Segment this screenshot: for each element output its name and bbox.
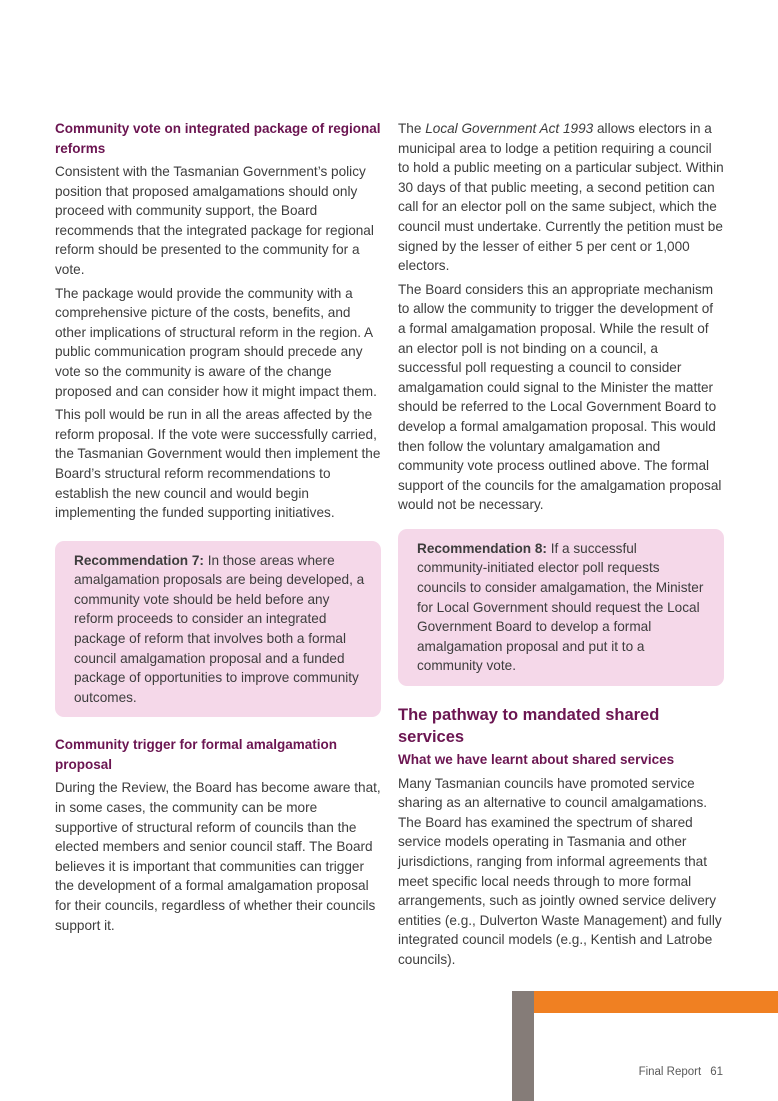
recommendation-8-callout <box>398 529 724 686</box>
text-span: The <box>398 121 426 136</box>
page-footer <box>639 1066 723 1078</box>
recommendation-8-text: If a successful community-initiated elector poll requests councils to consider amalgamation, the Minister for Local Government should request the Local Government Board to develop a formal amalgamation proposal and put it to a community vote. <box>417 540 704 674</box>
footer-grey-bar <box>512 991 534 1101</box>
subheading-shared-services: What we have learnt about shared services <box>398 752 675 768</box>
paragraph: During the Review, the Board has become aware that, in some cases, the community can be more supportive of structural reform of councils than the elected members and senior council staff. The Board believes it is important that communities can trigger the development of a formal amalgamation proposal for their councils, regardless of whether their councils support it. <box>55 780 381 933</box>
page-number: 61 <box>710 1066 723 1078</box>
paragraph-local-government-act <box>398 119 724 276</box>
recommendation-8-label: Recommendation 8: <box>417 540 547 556</box>
footer-label: Final Report <box>638 1066 702 1078</box>
paragraph: This poll would be run in all the areas affected by the reform proposal. If the vote were successfully carried, the Tasmanian Government would then implement the Board’s structural reform recommendations to establish the new council and would begin implementing the funded supporting initiatives. <box>55 407 381 521</box>
paragraph: Consistent with the Tasmanian Government’s policy position that proposed amalgamations should only proceed with community support, the Board recommends that the integrated package for regional reform should be presented to the community for a vote. <box>55 164 374 277</box>
left-column <box>55 119 381 939</box>
recommendation-7-callout <box>55 541 381 718</box>
footer-orange-bar <box>534 991 778 1013</box>
paragraph: Many Tasmanian councils have promoted service sharing as an alternative to council amalgamations. The Board has examined the spectrum of shared service models operating in Tasmania and other jurisdictions, ranging from informal agreements that meet specific local needs through to more formal arrangements, such as jointly owned service delivery entities (e.g., Dulverton Waste Management) and fully integrated council models (e.g., Kentish and Latrobe councils). <box>398 775 722 967</box>
recommendation-7-label: Recommendation 7: <box>74 552 204 568</box>
heading-community-vote: Community vote on integrated package of regional reforms <box>55 121 381 156</box>
recommendation-7-text: In those areas where amalgamation proposals are being developed, a community vote should be held before any reform proceeds to consider an integrated package of reform that involves both a formal council amalgamation proposal and a funded package of opportunities to improve community outcomes. <box>74 552 365 705</box>
right-column <box>398 119 724 973</box>
heading-community-trigger: Community trigger for formal amalgamation proposal <box>55 737 338 772</box>
paragraph: The package would provide the community with a comprehensive picture of the costs, benefits, and other implications of structural reform in the region. A public communication program should precede any vote so the community is aware of the change proposed and can consider how it might impact them. <box>55 285 377 399</box>
section-heading-shared-services: The pathway to mandated shared services <box>398 706 660 747</box>
paragraph: The Board considers this an appropriate mechanism to allow the community to trigger the development of a formal amalgamation proposal. While the result of an elector poll is not binding on a council, a successful poll requesting a council to consider amalgamation could signal to the Minister the matter should be referred to the Local Government Board to develop a formal amalgamation proposal. This would then follow the voluntary amalgamation and community vote process outlined above. The formal support of the councils for the amalgamation proposal would not be necessary. <box>398 281 722 513</box>
act-title: Local Government Act 1993 <box>425 121 594 136</box>
text-span: allows electors in a municipal area to lodge a petition requiring a council to hold a public meeting on a particular subject. Within 30 days of that public meeting, a second petition can call for an elector poll on the same subject, which the council must undertake. Currently the petition must be signed by the lesser of either 5 per cent or 1,000 electors. <box>398 121 724 274</box>
